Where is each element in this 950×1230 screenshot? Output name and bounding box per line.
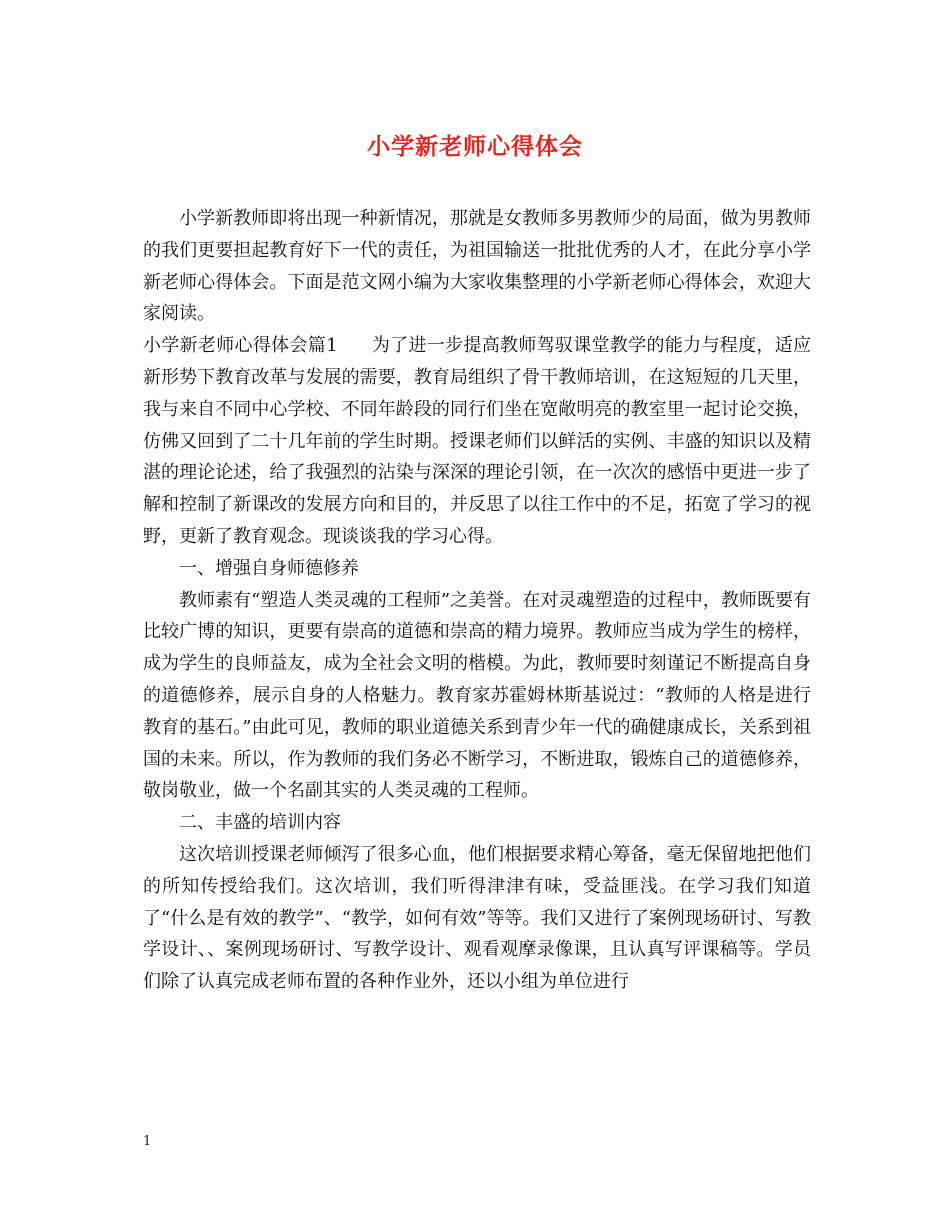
section-paragraph-2: 这次培训授课老师倾泻了很多心血，他们根据要求精心筹备，毫无保留地把他们的所知传授给我们。这次培训，我们听得津津有味，受益匪浅。在学习我们知道了“什么是有效的教学”、“教学，如何有效”等等。我们又进行了案例现场研讨、写教学设计、、案例现场研讨、写教学设计、观看观摩录像课，且认真写评课稿等。学员们除了认真完成老师布置的各种作业外，还以小组为单位进行 xyxy=(143,843,811,993)
section-heading-2: 二、丰盛的培训内容 xyxy=(179,812,341,834)
section-paragraph-1: 教师素有“塑造人类灵魂的工程师”之美誉。在对灵魂塑造的过程中，教师既要有比较广博的知识，更要有崇高的道德和崇高的精力境界。教师应当成为学生的榜样，成为学生的良师益友，成为全社会文明的楷模。为此，教师要时刻谨记不断提高自身的道德修养，展示自身的人格魅力。教育家苏霍姆林斯基说过：“教师的人格是进行教育的基石。”由此可见，教师的职业道德关系到青少年一代的确健康成长，关系到祖国的未来。所以，作为教师的我们务必不断学习，不断进取，锻炼自己的道德修养，敬岗敬业，做一个名副其实的人类灵魂的工程师。 xyxy=(143,589,811,802)
article-heading: 小学新老师心得体会篇1 xyxy=(143,335,338,357)
document-body xyxy=(143,203,811,998)
page-number: 1 xyxy=(143,1134,152,1149)
section-heading-1: 一、增强自身师德修养 xyxy=(179,557,359,579)
article-body: 为了进一步提高教师驾驭课堂教学的能力与程度，适应新形势下教育改革与发展的需要，教育局组织了骨干教师培训，在这短短的几天里，我与来自不同中心学校、不同年龄段的同行们坐在宽敞明亮的教室里一起讨论交换，仿佛又回到了二十几年前的学生时期。授课老师们以鲜活的实例、丰盛的知识以及精湛的理论论述，给了我强烈的沾染与深深的理论引领，在一次次的感悟中更进一步了解和控制了新课改的发展方向和目的，并反思了以往工作中的不足，拓宽了学习的视野，更新了教育观念。现谈谈我的学习心得。 xyxy=(143,335,812,547)
document-title: 小学新老师心得体会 xyxy=(367,133,583,160)
article-paragraph xyxy=(143,330,811,553)
intro-paragraph: 小学新教师即将出现一种新情况，那就是女教师多男教师少的局面，做为男教师的我们更要担起教育好下一代的责任，为祖国输送一批批优秀的人才，在此分享小学新老师心得体会。下面是范文网小编为大家收集整理的小学新老师心得体会，欢迎大家阅读。 xyxy=(143,208,811,325)
